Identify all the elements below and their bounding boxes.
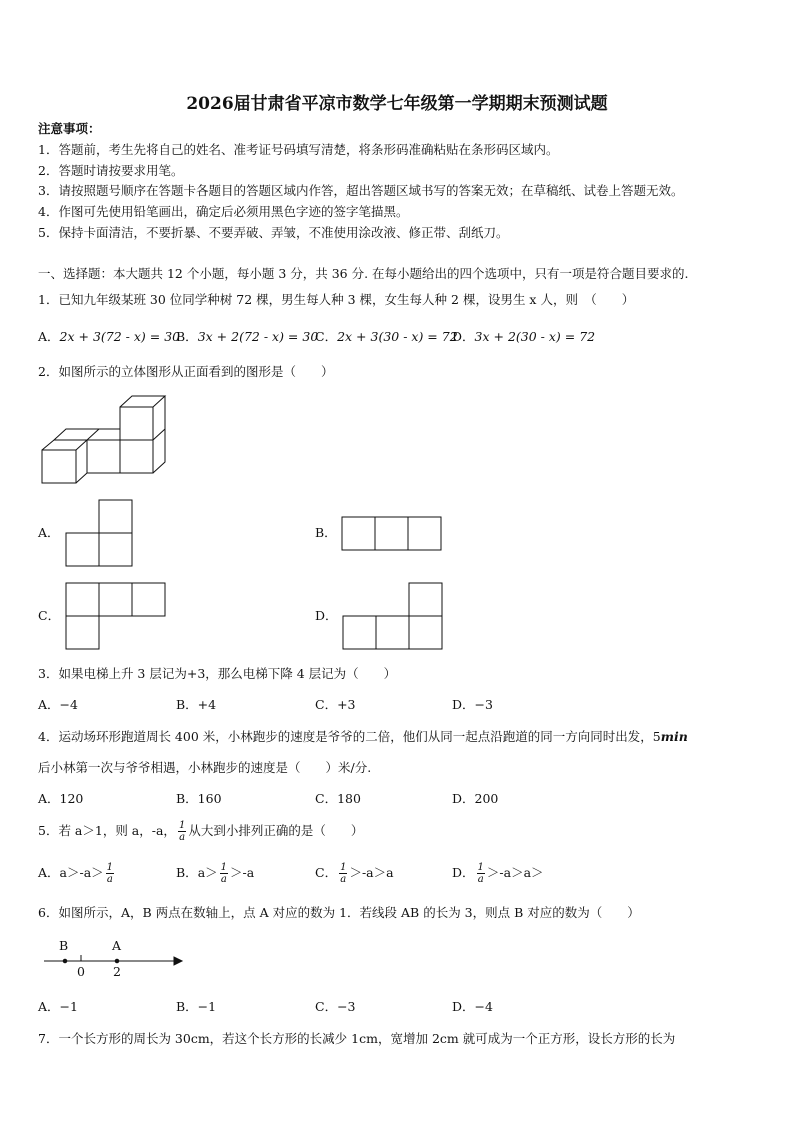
q3-stem: 3．如果电梯上升 3 层记为+3，那么电梯下降 4 层记为（ ）	[38, 666, 397, 681]
q1-option-c-expr: 2x + 3(30 - x) = 72	[337, 329, 458, 344]
q4-option-a: A．120	[38, 791, 84, 806]
q3-option-c: C．+3	[315, 697, 356, 712]
q5-option-d: D． $\frac{1}{a}$ ＞-a＞a＞	[452, 862, 544, 885]
q3-option-b: B．+4	[176, 697, 217, 712]
q3-option-d: D．−3	[452, 697, 493, 712]
q1-option-a-label: A．	[38, 329, 60, 344]
q4-stem-text: 4．运动场环形跑道周长 400 米，小林跑步的速度是爷爷的二倍，他们从同一起点沿跑道的同一方向同时出发，5	[38, 729, 661, 744]
q1-option-d-expr: 3x + 2(30 - x) = 72	[474, 329, 596, 344]
notice-item-4: 4．作图可先使用铅笔画出，确定后必须用黑色字迹的签字笔描黑。	[38, 204, 409, 219]
q4-option-d: D．200	[452, 791, 499, 806]
q1-option-b-expr: 3x + 2(72 - x) = 30	[197, 329, 319, 344]
notice-item-5: 5．保持卡面清洁，不要折暴、不要弄破、弄皱，不准使用涂改液、修正带、刮纸刀。	[38, 225, 509, 240]
q1-option-c-label: C．	[315, 329, 338, 344]
q6-point-a-label: A	[112, 938, 122, 953]
q5-option-a: A．a＞-a＞ $\frac{1}{a}$	[38, 862, 114, 885]
q5-stem-pre: 5．若 a＞1，则 a，-a，	[38, 823, 176, 838]
notice-heading: 注意事项：	[38, 121, 101, 136]
q2-option-b-label: B．	[315, 525, 337, 540]
q6-option-b: B．−1	[176, 999, 217, 1014]
q7-stem: 7．一个长方形的周长为 30cm，若这个长方形的长减少 1cm，宽增加 2cm 就可成为一个正方形，设长方形的长为	[38, 1031, 676, 1046]
q4-stem-unit: min	[660, 729, 688, 744]
q6-option-d: D．−4	[452, 999, 493, 1014]
q5-stem-post: 从大到小排列正确的是（ ）	[188, 823, 364, 838]
q2-option-a-label: A．	[38, 525, 60, 540]
q1-stem: 1．已知九年级某班 30 位同学种树 72 棵，男生每人种 3 棵，女生每人种 2 棵，设男生 x 人，则 （ ）	[38, 292, 635, 307]
q1-option-d-label: D．	[452, 329, 475, 344]
q5-option-c: C． $\frac{1}{a}$ ＞-a＞a	[315, 862, 394, 885]
notice-item-2: 2．答题时请按要求用笔。	[38, 163, 184, 178]
q6-option-a: A．−1	[38, 999, 78, 1014]
notice-item-1: 1．答题前，考生先将自己的姓名、准考证号码填写清楚，将条形码准确粘贴在条形码区域内。	[38, 142, 559, 157]
q2-option-c-label: C．	[38, 608, 61, 623]
q5-option-b: B．a＞ $\frac{1}{a}$ ＞-a	[176, 862, 255, 885]
q6-tick-0-label: 0	[77, 964, 85, 979]
q4-option-b: B．160	[176, 791, 222, 806]
q6-option-c: C．−3	[315, 999, 356, 1014]
q4-stem-line2: 后小林第一次与爷爷相遇，小林跑步的速度是（ ）米/分.	[38, 760, 372, 775]
exam-title: 2026届甘肃省平凉市数学七年级第一学期期末预测试题	[186, 94, 608, 114]
q1-option-a-expr: 2x + 3(72 - x) = 30	[59, 329, 181, 344]
q6-tick-2-label: 2	[113, 964, 121, 979]
q4-option-c: C．180	[315, 791, 361, 806]
q6-stem: 6．如图所示，A，B 两点在数轴上，点 A 对应的数为 1．若线段 AB 的长为 3，则点 B 对应的数为（ ）	[38, 905, 640, 920]
notice-item-3: 3．请按照题号顺序在答题卡各题目的答题区域内作答，超出答题区域书写的答案无效；在草稿纸、试卷上答题无效。	[38, 183, 684, 198]
q5-stem-fraction: $\frac{1}{a}$	[178, 820, 186, 843]
q1-option-b-label: B．	[176, 329, 198, 344]
q6-point-b-label: B	[59, 938, 69, 953]
q3-option-a: A．−4	[38, 697, 78, 712]
q2-stem: 2．如图所示的立体图形从正面看到的图形是（ ）	[38, 364, 334, 379]
section-heading: 一、选择题：本大题共 12 个小题，每小题 3 分，共 36 分. 在每小题给出的四个选项中，只有一项是符合题目要求的.	[38, 266, 689, 281]
q2-option-d-label: D．	[315, 608, 338, 623]
